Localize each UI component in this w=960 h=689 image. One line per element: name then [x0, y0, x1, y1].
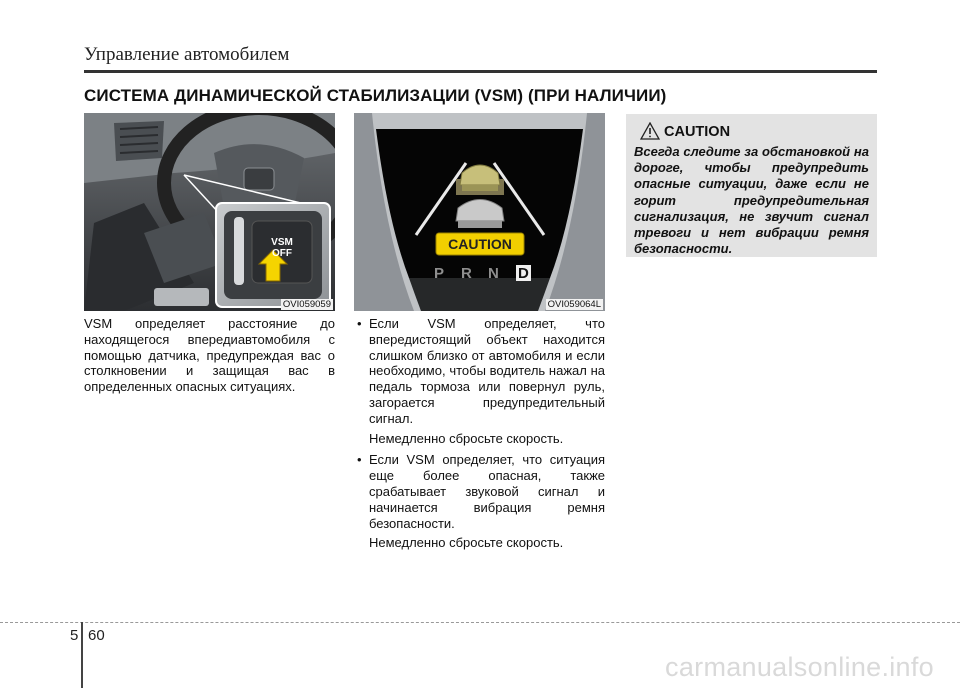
- list-item: [354, 452, 605, 531]
- footer-vertical-rule: [81, 622, 83, 688]
- vsm-button-label-line2: OFF: [272, 248, 292, 259]
- interior-illustration: [84, 113, 335, 311]
- bullet-list: [354, 316, 605, 551]
- chapter-title: Управление автомобилем: [84, 44, 290, 65]
- footer-dashed-rule: [0, 622, 960, 623]
- list-item: [354, 316, 605, 427]
- section-title: СИСТЕМА ДИНАМИЧЕСКОЙ СТАБИЛИЗАЦИИ (VSM) (ПРИ НАЛИЧИИ): [84, 86, 667, 105]
- caution-box: [626, 114, 877, 257]
- intro-paragraph: VSM определяет расстояние до находящегося впередиавтомобиля с помощью датчика, предупреждая вас о столкновении и защищая вас в определенных опасных ситуациях.: [84, 316, 335, 395]
- caution-text: Всегда следите за обстановкой на дороге, чтобы предупредить опасные ситуации, даже если не горит предупредительная сигнализация, не звучит сигнал тревоги и нет вибрации ремня безопасности.: [634, 144, 869, 257]
- gear-d-selected: D: [518, 265, 529, 282]
- header-rule: [84, 70, 877, 73]
- list-item-text: Если VSM определяет, что впередистоящий объект находится слишком близко от автомобиля и если необходимо, чтобы водитель нажал на педаль тормоза или повернул руль, загорается предупредительный сигнал.: [369, 316, 605, 426]
- page-number: 60: [88, 627, 105, 644]
- figure-code: OVI059059: [282, 299, 331, 310]
- list-item-text: Если VSM определяет, что ситуация еще более опасная, также срабатывает звуковой сигнал и начинается вибрация ремня безопасности.: [369, 452, 605, 531]
- bullet-symbol: •: [357, 316, 362, 331]
- bullet-symbol: •: [357, 452, 362, 468]
- gear-n: N: [488, 265, 499, 282]
- section-number: 5: [70, 627, 79, 644]
- gear-p: P: [434, 265, 445, 282]
- figure-cluster-caution: [354, 113, 605, 311]
- list-item-note: Немедленно сбросьте скорость.: [369, 535, 564, 551]
- figure-interior-vsm-button: [84, 113, 335, 311]
- cluster-caution-text: CAUTION: [448, 236, 512, 252]
- warning-triangle-icon: [640, 122, 660, 140]
- caution-label: CAUTION: [664, 124, 731, 140]
- vsm-button-label-line1: VSM: [271, 237, 293, 248]
- gear-r: R: [461, 265, 472, 282]
- gear-indicator: [434, 265, 544, 283]
- figure-code: OVI059064L: [547, 299, 601, 310]
- watermark: carmanualsonline.info: [665, 652, 934, 682]
- list-item-note: Немедленно сбросьте скорость.: [369, 430, 564, 446]
